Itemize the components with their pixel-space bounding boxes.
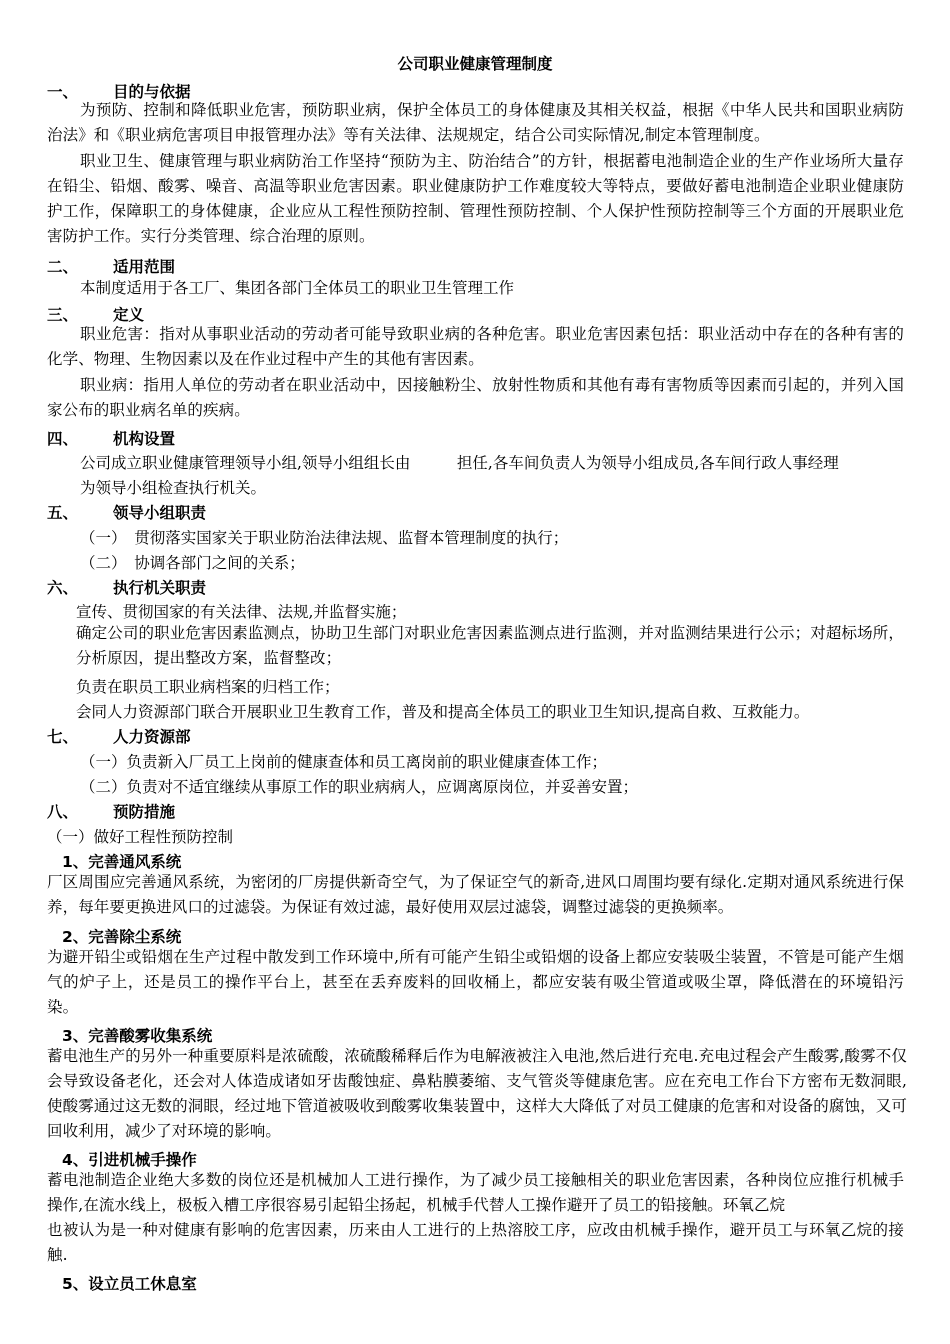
paragraph: 为避开铅尘或铅烟在生产过程中散发到工作环境中,所有可能产生铅尘或铅烟的设备上都应安装吸尘装置，不管是可能产生烟气的炉子上，还是员工的操作平台上，甚至在丢弃废料的回收桶上，都应安装有吸尘管道或吸尘罩，降低潜在的环境铅污染。: [47, 948, 904, 1016]
paragraph-line: 为领导小组检查执行机关。: [80, 479, 267, 497]
section-number: 四、: [47, 430, 79, 448]
section-heading-2: [47, 255, 175, 277]
list-item: 负责在职员工职业病档案的归档工作；: [76, 678, 340, 696]
subsection-label: （一）做好工程性预防控制: [47, 828, 234, 846]
subsection-heading: 1、完善通风系统: [62, 853, 182, 871]
section-title: 执行机关职责: [113, 579, 207, 597]
paragraph: 职业病：指用人单位的劳动者在职业活动中，因接触粉尘、放射性物质和其他有毒有害物质等因素而引起的，并列入国家公布的职业病名单的疾病。: [47, 376, 904, 419]
list-item: （二）负责对不适宜继续从事原工作的职业病病人，应调离原岗位，并妥善安置；: [80, 778, 639, 796]
subsection-heading: 3、完善酸雾收集系统: [62, 1027, 213, 1045]
section-heading-5: [47, 501, 206, 523]
subsection-heading: 5、设立员工休息室: [62, 1275, 197, 1293]
list-item: 确定公司的职业危害因素监测点，协助卫生部门对职业危害因素监测点进行监测，并对监测结果进行公示；对超标场所，分析原因，提出整改方案，监督整改；: [76, 624, 904, 667]
list-item: （二） 协调各部门之间的关系；: [80, 554, 305, 572]
paragraph: 本制度适用于各工厂、集团各部门全体员工的职业卫生管理工作: [80, 279, 515, 297]
subsection-heading: 4、引进机械手操作: [62, 1151, 197, 1169]
paragraph: 蓄电池制造企业绝大多数的岗位还是机械加人工进行操作，为了减少员工接触相关的职业危害因素，各种岗位应推行机械手操作,在流水线上，极板入槽工序很容易引起铅尘扬起，机械手代替人工操作避开了员工的铅接触。环氧乙烷: [47, 1171, 904, 1214]
paragraph: 厂区周围应完善通风系统，为密闭的厂房提供新奇空气，为了保证空气的新奇,进风口周围均要有绿化.定期对通风系统进行保养，每年要更换进风口的过滤袋。为保证有效过滤，最好使用双层过滤袋，调整过滤袋的更换频率。: [47, 873, 904, 916]
paragraph: 为预防、控制和降低职业危害，预防职业病，保护全体员工的身体健康及其相关权益，根据《中华人民共和国职业病防治法》和《职业病危害项目申报管理办法》等有关法律、法规规定，结合公司实际情况,制定本管理制度。: [47, 101, 904, 144]
section-number: 二、: [47, 258, 79, 276]
paragraph-line: 公司成立职业健康管理领导小组,领导小组组长由 担任,各车间负责人为领导小组成员,各车间行政人事经理: [80, 454, 839, 472]
list-item: 会同人力资源部门联合开展职业卫生教育工作，普及和提高全体员工的职业卫生知识,提高自救、互救能力。: [76, 703, 810, 721]
paragraph: 职业危害：指对从事职业活动的劳动者可能导致职业病的各种危害。职业危害因素包括：职业活动中存在的各种有害的化学、物理、生物因素以及在作业过程中产生的其他有害因素。: [47, 325, 904, 368]
section-heading-8: [47, 800, 175, 822]
list-item: （一） 贯彻落实国家关于职业防治法律法规、监督本管理制度的执行；: [80, 529, 569, 547]
section-title: 适用范围: [113, 258, 176, 276]
section-number: 八、: [47, 803, 79, 821]
section-title: 领导小组职责: [113, 504, 207, 522]
section-title: 机构设置: [113, 430, 176, 448]
section-number: 六、: [47, 579, 79, 597]
page-title: 公司职业健康管理制度: [397, 55, 553, 73]
section-number: 一、: [47, 83, 79, 101]
paragraph: 职业卫生、健康管理与职业病防治工作坚持“预防为主、防治结合”的方针，根据蓄电池制造企业的生产作业场所大量存在铅尘、铅烟、酸雾、噪音、高温等职业危害因素。职业健康防护工作难度较大等特点，要做好蓄电池制造企业职业健康防护工作，保障职工的身体健康，企业应从工程性预防控制、管理性预防控制、个人保护性预防控制等三个方面的开展职业危害防护工作。实行分类管理、综合治理的原则。: [47, 152, 904, 245]
section-title: 定义: [113, 306, 145, 324]
list-item: （一）负责新入厂员工上岗前的健康查体和员工离岗前的职业健康查体工作；: [80, 753, 608, 771]
section-number: 三、: [47, 306, 79, 324]
paragraph: 也被认为是一种对健康有影响的危害因素，历来由人工进行的上热溶胶工序，应改由机械手操作，避开员工与环氧乙烷的接触.: [47, 1221, 904, 1264]
list-item: 宣传、贯彻国家的有关法律、法规,并监督实施；: [76, 603, 407, 621]
section-number: 七、: [47, 728, 79, 746]
section-heading-4: [47, 427, 175, 449]
section-number: 五、: [47, 504, 79, 522]
section-title: 人力资源部: [113, 728, 191, 746]
paragraph: 蓄电池生产的另外一种重要原料是浓硫酸，浓硫酸稀释后作为电解液被注入电池,然后进行充电.充电过程会产生酸雾,酸雾不仅会导致设备老化，还会对人体造成诸如牙齿酸蚀症、鼻粘膜萎缩、支气管炎等健康危害。应在充电工作台下方密布无数洞眼,使酸雾通过这无数的洞眼，经过地下管道被吸收到酸雾收集装置中，这样大大降低了对员工健康的危害和对设备的腐蚀，又可回收利用，减少了对环境的影响。: [47, 1047, 907, 1140]
section-title: 目的与依据: [113, 83, 191, 101]
section-heading-6: [47, 576, 206, 598]
section-title: 预防措施: [113, 803, 176, 821]
subsection-heading: 2、完善除尘系统: [62, 928, 182, 946]
section-heading-7: [47, 725, 191, 747]
